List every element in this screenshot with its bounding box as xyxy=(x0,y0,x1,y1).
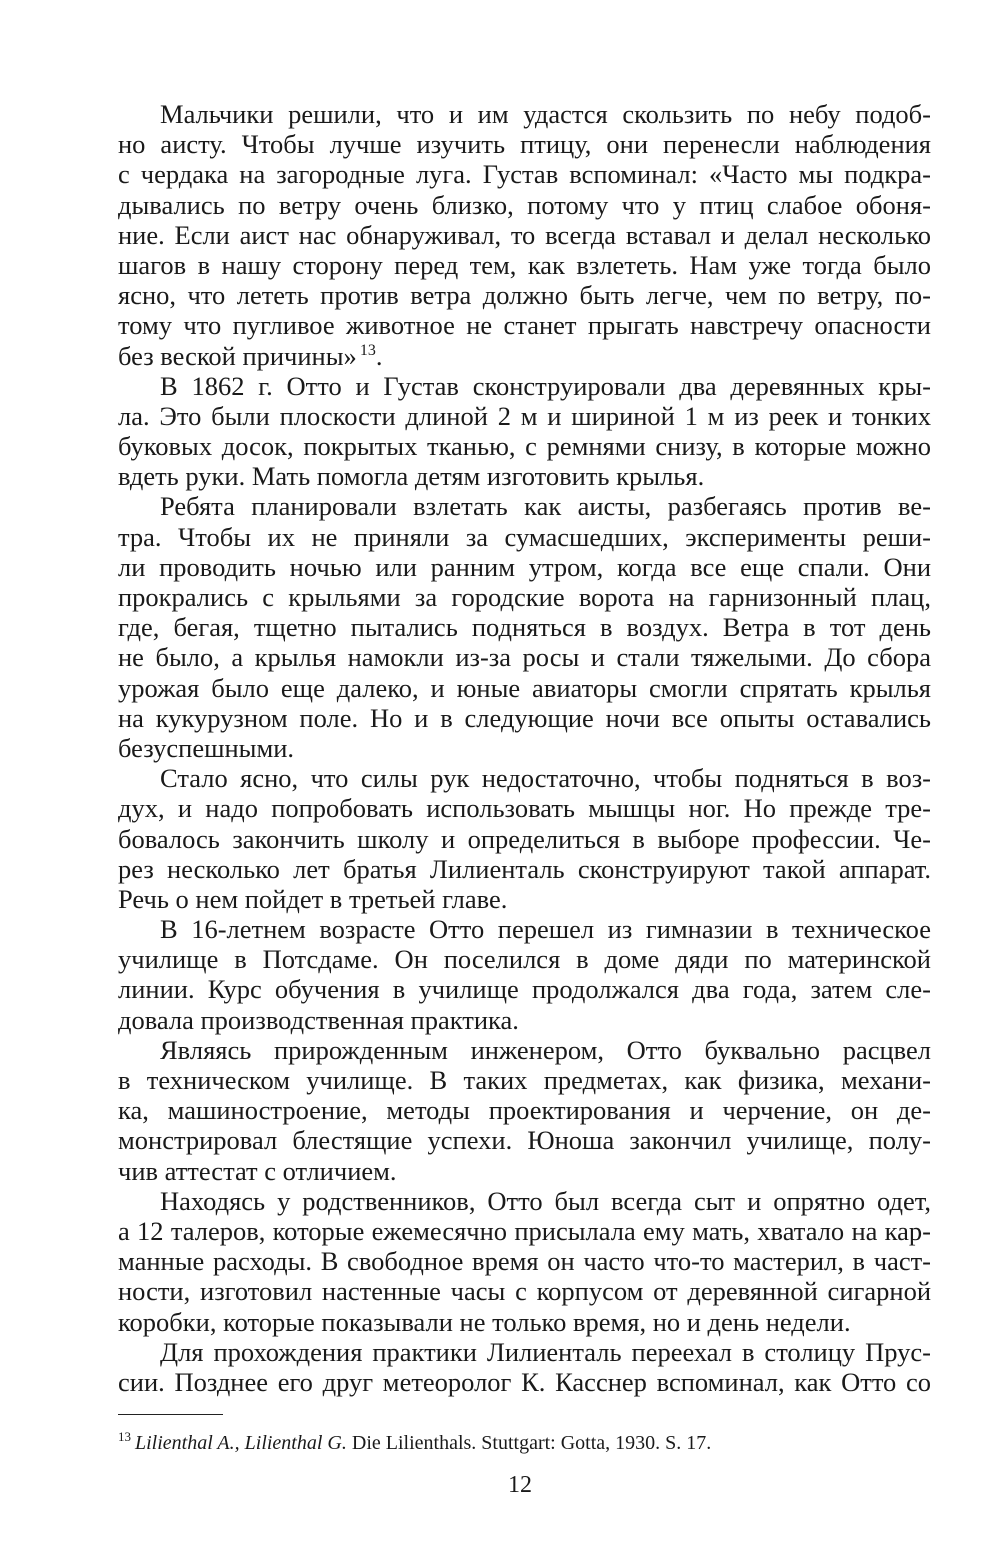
text-line: дух, и надо попробовать использовать мышцы ног. Но прежде тре- xyxy=(118,793,931,824)
paragraph xyxy=(118,99,931,371)
text-line: ла. Это были плоскости длиной 2 м и шириной 1 м из реек и тонких xyxy=(118,400,931,431)
text-line: ности, изготовил настенные часы с корпусом от деревянной сигарной xyxy=(118,1276,931,1307)
text-line: В 16-летнем возрасте Отто перешел из гимназии в техническое xyxy=(160,914,931,945)
paragraph xyxy=(118,763,931,914)
text-line: где, бегая, тщетно пытались подняться в воздух. Ветра в тот день xyxy=(118,612,931,643)
footnote-divider xyxy=(118,1414,223,1415)
text-line: безуспешными. xyxy=(118,732,295,763)
text-line: без веской причины» $^{13}$. xyxy=(118,340,383,371)
text-line: не было, а крылья намокли из-за росы и стали тяжелыми. До сбора xyxy=(118,642,931,673)
text-line: дывались по ветру очень близко, потому что у птиц слабое обоня- xyxy=(118,189,931,220)
text-line: рез несколько лет братья Лилиенталь сконструируют такой аппарат. xyxy=(118,853,931,884)
text-line: шагов в нашу сторону перед тем, как взлететь. Нам уже тогда было xyxy=(118,249,931,280)
text-line: Стало ясно, что силы рук недостаточно, чтобы подняться в воз- xyxy=(160,763,931,794)
text-line: в техническом училище. В таких предметах, как физика, механи- xyxy=(118,1065,931,1095)
text-line: на кукурузном поле. Но и в следующие ночи все опыты оставались xyxy=(118,702,931,733)
text-line: тому что пугливое животное не станет прыгать навстречу опасности xyxy=(118,310,931,341)
paragraph xyxy=(118,1035,931,1186)
footnote-reference[interactable]: 13 xyxy=(359,341,376,359)
text-line: монстрировал блестящие успехи. Юноша закончил училище, полу- xyxy=(118,1125,931,1156)
text-line: чив аттестат с отличием. xyxy=(118,1155,397,1186)
text-line: бовалось закончить школу и определиться в выборе профессии. Че- xyxy=(118,823,931,854)
text-line: манные расходы. В свободное время он часто что-то мастерил, в част- xyxy=(118,1246,931,1277)
text-line: но аисту. Чтобы лучше изучить птицу, они перенесли наблюдения xyxy=(118,129,931,160)
text-line: тра. Чтобы их не приняли за сумасшедших, эксперименты реши- xyxy=(118,521,931,552)
text-line: вдеть руки. Мать помогла детям изготовить крылья. xyxy=(118,461,705,492)
text-line: Речь о нем пойдет в третьей главе. xyxy=(118,883,508,914)
text-line: буковых досок, покрытых тканью, с ремнями снизу, в которые можно xyxy=(118,431,931,462)
text-line: ние. Если аист нас обнаруживал, то всегда вставал и делал несколько xyxy=(118,219,931,250)
text-line: Для прохождения практики Лилиенталь переехал в столицу Прус- xyxy=(160,1336,931,1367)
footnote xyxy=(118,1429,712,1455)
text-line: коробки, которые показывали не только время, но и день недели. xyxy=(118,1306,851,1337)
paragraph xyxy=(118,914,931,1035)
text-line: линии. Курс обучения в училище продолжался два года, затем сле- xyxy=(118,974,931,1005)
text-line: ли проводить ночью или ранним утром, когда все еще спали. Они xyxy=(118,551,931,582)
text-line: Мальчики решили, что и им удастся скользить по небу подоб- xyxy=(160,99,931,129)
body-text xyxy=(118,99,931,1397)
text-line: с чердака на загородные луга. Густав вспоминал: «Часто мы подкра- xyxy=(118,159,931,190)
text-line: а 12 талеров, которые ежемесячно присылала ему мать, хватало на кар- xyxy=(118,1215,931,1246)
paragraph xyxy=(118,1337,931,1397)
text-line: довала производственная практика. xyxy=(118,1004,519,1035)
text-line: училище в Потсдаме. Он поселился в доме дяди по материнской xyxy=(118,944,931,975)
paragraph xyxy=(118,1186,931,1337)
page-number: 12 xyxy=(508,1472,532,1498)
paragraph xyxy=(118,491,931,763)
text-line: Являясь прирожденным инженером, Отто буквально расцвел xyxy=(160,1034,931,1065)
text-line: сии. Позднее его друг метеоролог К. Касснер вспоминал, как Отто со xyxy=(118,1366,931,1397)
text-line: Ребята планировали взлетать как аисты, разбегаясь против ве- xyxy=(160,491,931,522)
footnote-authors: Lilienthal A., Lilienthal G. xyxy=(135,1432,347,1454)
text-line: ясно, что лететь против ветра должно быть легче, чем по ветру, по- xyxy=(118,280,931,311)
text-line: ка, машиностроение, методы проектирования и черчение, он де- xyxy=(118,1095,931,1126)
footnote-citation: Die Lilienthals. Stuttgart: Gotta, 1930. S. 17. xyxy=(346,1432,712,1454)
footnote-number: 13 xyxy=(118,1429,131,1444)
text-line: В 1862 г. Отто и Густав сконструировали два деревянных кры- xyxy=(160,370,931,401)
text-line: урожая было еще далеко, и юные авиаторы смогли спрятать крылья xyxy=(118,672,931,703)
text-line: Находясь у родственников, Отто был всегда сыт и опрятно одет, xyxy=(160,1185,931,1216)
text-line: прокрались с крыльями за городские ворота на гарнизонный плац, xyxy=(118,582,931,612)
paragraph xyxy=(118,371,931,492)
